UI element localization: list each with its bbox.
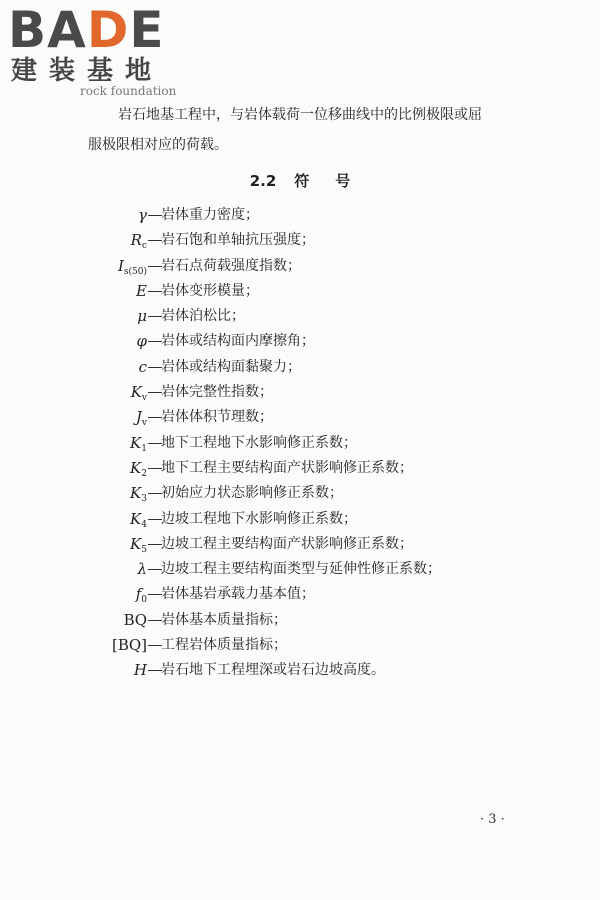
- symbol-description: 岩体或结构面黏聚力；: [161, 358, 301, 375]
- symbol-notation: [137, 557, 147, 582]
- logo-wordmark-part2: E: [129, 1, 165, 59]
- symbol-row: [0, 254, 600, 279]
- symbol-row: [0, 532, 600, 557]
- symbol-subscript: 5: [141, 544, 147, 555]
- symbol-subscript: v: [141, 418, 147, 429]
- symbol-subscript: 0: [141, 595, 147, 606]
- em-dash-separator: [148, 493, 162, 494]
- symbol-subscript: s(50): [123, 266, 147, 277]
- symbol-notation: [136, 329, 147, 354]
- symbol-description: 岩体基本质量指标；: [161, 611, 287, 628]
- symbol-row: [0, 355, 600, 380]
- symbol-notation: [134, 658, 147, 683]
- symbol-row: [0, 481, 600, 506]
- symbol-main: R: [130, 231, 142, 250]
- section-title-char-1: 符: [294, 172, 310, 190]
- symbol-row: [0, 203, 600, 228]
- symbol-description: 岩石饱和单轴抗压强度；: [161, 232, 315, 249]
- symbol-notation: [124, 608, 147, 633]
- symbol-main: K: [130, 509, 142, 528]
- symbol-notation: [136, 279, 147, 304]
- symbol-main: K: [130, 484, 142, 503]
- em-dash-separator: [148, 240, 162, 241]
- em-dash-separator: [148, 367, 162, 368]
- symbol-main: K: [130, 458, 142, 477]
- symbol-description: 岩体或结构面内摩擦角；: [161, 333, 315, 350]
- symbol-description: 岩体基岩承载力基本值；: [161, 586, 315, 603]
- symbol-notation: [137, 304, 147, 329]
- symbol-main: E: [136, 281, 147, 300]
- section-heading: [0, 170, 600, 191]
- em-dash-separator: [148, 468, 162, 469]
- symbol-subscript: 4: [141, 519, 147, 530]
- symbol-main: K: [130, 534, 142, 553]
- symbol-row: [0, 456, 600, 481]
- symbol-row: [0, 633, 600, 658]
- brand-logo: [8, 1, 178, 94]
- em-dash-separator: [148, 392, 162, 393]
- symbol-main: BQ: [123, 610, 147, 629]
- symbol-description: 工程岩体质量指标；: [161, 637, 287, 654]
- symbol-description: 初始应力状态影响修正系数；: [161, 485, 343, 502]
- symbol-row: [0, 405, 600, 430]
- em-dash-separator: [148, 215, 162, 216]
- symbol-row: [0, 608, 600, 633]
- symbol-row: [0, 228, 600, 253]
- symbol-row: [0, 582, 600, 607]
- symbol-main: H: [133, 661, 147, 680]
- symbol-notation: [112, 633, 147, 658]
- symbol-main: φ: [136, 332, 147, 351]
- symbol-main: γ: [138, 206, 147, 224]
- symbol-main: λ: [137, 560, 147, 579]
- em-dash-separator: [148, 594, 162, 595]
- symbol-row: [0, 329, 600, 354]
- symbol-list: [0, 203, 600, 684]
- em-dash-separator: [148, 569, 162, 570]
- section-number: 2.2: [249, 172, 277, 190]
- em-dash-separator: [148, 316, 162, 317]
- symbol-subscript: v: [141, 393, 147, 404]
- em-dash-separator: [148, 291, 162, 292]
- symbol-row: [0, 380, 600, 405]
- symbol-description: 边坡工程主要结构面类型与延伸性修正系数；: [161, 561, 441, 578]
- symbol-main: μ: [137, 307, 147, 326]
- em-dash-separator: [148, 266, 162, 267]
- logo-wordmark-accent: D: [86, 1, 130, 59]
- symbol-description: 岩体完整性指数；: [161, 384, 273, 401]
- em-dash-separator: [148, 645, 162, 646]
- symbol-description: 岩体泊松比；: [161, 308, 245, 325]
- symbol-subscript: 3: [141, 494, 147, 505]
- logo-wordmark-part1: BA: [8, 1, 87, 59]
- symbol-row: [0, 304, 600, 329]
- logo-english-tagline: rock foundation: [80, 84, 177, 98]
- paragraph-line-1: 岩石地基工程中，与岩体载荷一位移曲线中的比例极限或屈: [118, 107, 482, 123]
- symbol-main: [BQ]: [111, 636, 147, 655]
- symbol-description: 岩石地下工程埋深或岩石边坡高度。: [161, 662, 385, 679]
- em-dash-separator: [148, 417, 162, 418]
- symbol-description: 岩体重力密度；: [161, 207, 259, 223]
- symbol-main: J: [135, 408, 142, 427]
- symbol-description: 岩体变形模量；: [161, 282, 259, 299]
- em-dash-separator: [148, 519, 162, 520]
- symbol-row: [0, 507, 600, 532]
- symbol-subscript: 1: [141, 443, 147, 454]
- em-dash-separator: [148, 443, 162, 444]
- symbol-main: I: [117, 256, 124, 275]
- em-dash-separator: [148, 544, 162, 545]
- symbol-description: 地下工程主要结构面产状影响修正系数；: [161, 459, 413, 476]
- symbol-description: 岩石点荷载强度指数；: [161, 257, 301, 274]
- symbol-row: [0, 431, 600, 456]
- em-dash-separator: [148, 620, 162, 621]
- symbol-description: 边坡工程地下水影响修正系数；: [161, 510, 357, 527]
- logo-wordmark: [8, 1, 178, 59]
- symbol-main: K: [130, 383, 142, 402]
- logo-chinese-name: 建装基地: [11, 56, 164, 86]
- em-dash-separator: [148, 341, 162, 342]
- symbol-description: 岩体体积节理数；: [161, 409, 273, 426]
- symbol-row: [0, 658, 600, 683]
- symbol-main: c: [138, 357, 147, 376]
- section-title-char-2: 号: [335, 172, 351, 190]
- em-dash-separator: [148, 670, 162, 671]
- symbol-subscript: 2: [141, 468, 147, 479]
- page-number: · 3 ·: [480, 812, 505, 827]
- symbol-notation: [138, 203, 147, 228]
- symbol-main: f: [135, 585, 142, 604]
- symbol-main: K: [130, 433, 142, 452]
- symbol-notation: [139, 355, 147, 380]
- symbol-subscript: c: [141, 241, 147, 252]
- symbol-description: 边坡工程主要结构面产状影响修正系数；: [161, 535, 413, 552]
- paragraph-line-2: 服极限相对应的荷载。: [88, 137, 228, 153]
- symbol-row: [0, 279, 600, 304]
- symbol-row: [0, 557, 600, 582]
- symbol-description: 地下工程地下水影响修正系数；: [161, 434, 357, 451]
